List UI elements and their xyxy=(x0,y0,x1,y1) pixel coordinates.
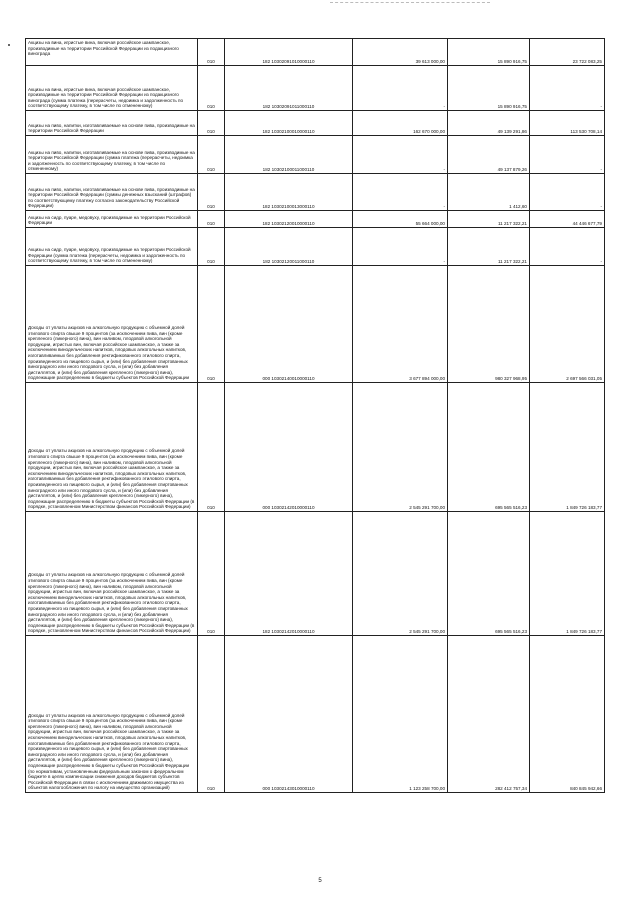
row-description: Акцизы на пиво, напитки, изготавливаемые на основе пива, производимые на территории Российской Федерации (суммы денежных взысканий (штрафов) по соответствующему платежу согласно законодательству Российской Федерации) xyxy=(28,186,195,209)
row-unexecuted-amount: - xyxy=(600,104,602,109)
page-number: 5 xyxy=(318,878,322,884)
row-line-code: 010 xyxy=(207,259,215,264)
row-unexecuted-amount: 23 722 083,25 xyxy=(572,59,602,64)
row-budget-code: 182 10302100013000110 xyxy=(262,204,315,209)
row-unexecuted-amount: 840 845 942,66 xyxy=(570,786,602,791)
row-approved-amount: 55 664 000,00 xyxy=(415,221,445,226)
row-unexecuted-amount: 2 697 566 031,05 xyxy=(566,376,602,381)
table-row xyxy=(26,512,604,636)
row-approved-amount: 2 545 291 700,00 xyxy=(409,505,445,510)
row-executed-amount: 980 327 968,95 xyxy=(495,376,527,381)
row-budget-code: 182 10302120011000110 xyxy=(262,259,315,264)
table-row xyxy=(26,228,604,266)
row-line-code: 010 xyxy=(207,167,215,172)
row-executed-amount: 1 412,60 xyxy=(509,204,527,209)
row-budget-code: 182 10302120010000110 xyxy=(262,221,315,226)
row-line-code: 010 xyxy=(207,129,215,134)
row-line-code: 010 xyxy=(207,376,215,381)
row-executed-amount: 695 565 516,23 xyxy=(495,505,527,510)
table-row xyxy=(26,266,604,383)
row-budget-code: 000 10302143010000110 xyxy=(262,786,315,791)
row-unexecuted-amount: - xyxy=(600,167,602,172)
row-executed-amount: 15 890 916,75 xyxy=(497,104,527,109)
row-budget-code: 182 10302091011000110 xyxy=(262,104,315,109)
table-row xyxy=(26,111,604,136)
row-approved-amount: - xyxy=(443,204,445,209)
row-line-code: 010 xyxy=(207,59,215,64)
row-approved-amount: 1 123 258 700,00 xyxy=(409,786,445,791)
row-approved-amount: - xyxy=(443,167,445,172)
row-description: Акцизы на сидр, пуаре, медовуху, производимые на территории Российской Федерации (сумма платежа (перерасчеты, недоимка и задолженность по соответствующему платежу, в том числе по отмененному) xyxy=(28,247,191,264)
table-row xyxy=(26,136,604,174)
row-unexecuted-amount: 113 530 708,14 xyxy=(570,129,602,134)
row-description: Доходы от уплаты акцизов на алкогольную продукцию с объемной долей этилового спирта свыше 9 процентов (за исключением пива, вин (кроме крепленого (ликерного) вина), вин наливом, плодовой алкогольной продукции, игристых вин, включая российское шампанское, а также за исключением винодельческих напитков, плодовых алкогольных напитков, изготавливаемых без добавления ректификованного этилового спирта, произведенного из пищевого сырья, и (или) без добавления спиртованных виноградного или иного плодового сусла, и (или) без добавления дистиллятов, и (или) без добавления крепленого (ликерного) вина), подлежащие распределению в бюджеты субъектов Российской Федерации xyxy=(28,325,190,381)
row-unexecuted-amount: - xyxy=(600,204,602,209)
margin-mark xyxy=(8,44,10,46)
row-unexecuted-amount: - xyxy=(600,259,602,264)
row-line-code: 010 xyxy=(207,221,215,226)
row-description: Доходы от уплаты акцизов на алкогольную продукцию с объемной долей этилового спирта свыше 9 процентов (за исключением пива, вин (кроме крепленого (ликерного) вина), вин наливом, плодовой алкогольной продукции, игристых вин, включая российское шампанское, а также за исключением винодельческих напитков, плодовых алкогольных напитков, изготавливаемых без добавления ректификованного этилового спирта, произведенного из пищевого сырья, и (или) без добавления спиртованных виноградного или иного плодового сусла, и (или) без добавления дистиллятов, и (или) без добавления крепленого (ликерного) вина), подлежащие распределению в бюджеты субъектов Российской Федерации (в порядке, установленном Министерством финансов Российской Федерации) xyxy=(28,572,195,634)
row-line-code: 010 xyxy=(207,505,215,510)
row-executed-amount: 282 412 757,34 xyxy=(495,786,527,791)
row-approved-amount: - xyxy=(443,259,445,264)
row-executed-amount: 15 890 916,75 xyxy=(497,59,527,64)
row-budget-code: 182 10302142010000110 xyxy=(262,629,315,634)
row-description: Акцизы на пиво, напитки, изготавливаемые на основе пива, производимые на территории Российской Федерации (сумма платежа (перерасчеты, недоимка и задолженность по соответствующему платежу, в том числе по отмененному) xyxy=(28,149,195,172)
table-row xyxy=(26,383,604,512)
row-budget-code: 182 10302100010000110 xyxy=(262,129,315,134)
table-row xyxy=(26,211,604,228)
row-executed-amount: 695 565 516,23 xyxy=(495,629,527,634)
row-unexecuted-amount: 1 849 726 183,77 xyxy=(566,505,602,510)
row-budget-code: 000 10302142010000110 xyxy=(262,505,315,510)
row-budget-code: 000 10302140010000110 xyxy=(262,376,315,381)
table-row xyxy=(26,66,604,111)
row-executed-amount: 11 217 322,21 xyxy=(497,221,527,226)
row-description: Акцизы на вина, игристые вина, включая российское шампанское, производимые на территории Российской Федерации из подакцизного винограда (сумма платежа (перерасчеты, недоимка и задолженность по соответствующему платежу, в том числе по отмененному) xyxy=(28,86,184,109)
row-approved-amount: 162 670 000,00 xyxy=(413,129,445,134)
row-description: Акцизы на сидр, пуаре, медовуху, производимые на территории Российской Федерации xyxy=(28,214,191,226)
row-description: Доходы от уплаты акцизов на алкогольную продукцию с объемной долей этилового спирта свыше 9 процентов (за исключением пива, вин (кроме крепленого (ликерного) вина), вин наливом, плодовой алкогольной продукции, игристых вин, включая российское шампанское, а также за исключением винодельческих напитков, плодовых алкогольных напитков, изготавливаемых без добавления ректификованного этилового спирта, произведенного из пищевого сырья, и (или) без добавления спиртованных виноградного или иного плодового сусла, и (или) без добавления дистиллятов, и (или) без добавления крепленого (ликерного) вина), подлежащие распределению в бюджеты субъектов Российской Федерации (по нормативам, установленным федеральным законом о федеральном бюджете в целях компенсации снижения доходов бюджетов субъектов Российской Федерации в связи с исключением движимого имущества из объектов налогообложения по налогу на имущество организаций) xyxy=(28,712,190,791)
row-approved-amount: 39 613 000,00 xyxy=(415,59,445,64)
row-line-code: 010 xyxy=(207,204,215,209)
row-executed-amount: 49 137 879,26 xyxy=(497,167,527,172)
header-rule xyxy=(330,2,490,3)
row-description: Акцизы на вина, игристые вина, включая российское шампанское, производимые на территории Российской Федерации из подакцизного винограда xyxy=(28,40,179,57)
row-executed-amount: 49 139 291,86 xyxy=(497,129,527,134)
row-line-code: 010 xyxy=(207,629,215,634)
row-budget-code: 182 10302100011000110 xyxy=(262,167,315,172)
row-line-code: 010 xyxy=(207,786,215,791)
row-unexecuted-amount: 1 849 726 183,77 xyxy=(566,629,602,634)
row-line-code: 010 xyxy=(207,104,215,109)
row-approved-amount: 2 545 291 700,00 xyxy=(409,629,445,634)
row-approved-amount: 3 677 894 000,00 xyxy=(409,376,445,381)
row-unexecuted-amount: 44 446 677,79 xyxy=(572,221,602,226)
row-approved-amount: - xyxy=(443,104,445,109)
table-row xyxy=(26,39,604,66)
table-row xyxy=(26,174,604,211)
row-description: Акцизы на пиво, напитки, изготавливаемые на основе пива, производимые на территории Российской Федерации xyxy=(28,122,195,134)
row-executed-amount: 11 217 322,21 xyxy=(497,259,527,264)
row-budget-code: 182 10302091010000110 xyxy=(262,59,315,64)
table-row xyxy=(26,636,604,792)
row-description: Доходы от уплаты акцизов на алкогольную продукцию с объемной долей этилового спирта свыше 9 процентов (за исключением пива, вин (кроме крепленого (ликерного) вина), вин наливом, плодовой алкогольной продукции, игристых вин, включая российское шампанское, а также за исключением винодельческих напитков, плодовых алкогольных напитков, изготавливаемых без добавления ректификованного этилового спирта, произведенного из пищевого сырья, и (или) без добавления спиртованных виноградного или иного плодового сусла, и (или) без добавления дистиллятов, и (или) без добавления крепленого (ликерного) вина), подлежащие распределению в бюджеты субъектов Российской Федерации (в порядке, установленном Министерством финансов Российской Федерации) xyxy=(28,448,195,510)
revenue-table xyxy=(25,38,605,793)
